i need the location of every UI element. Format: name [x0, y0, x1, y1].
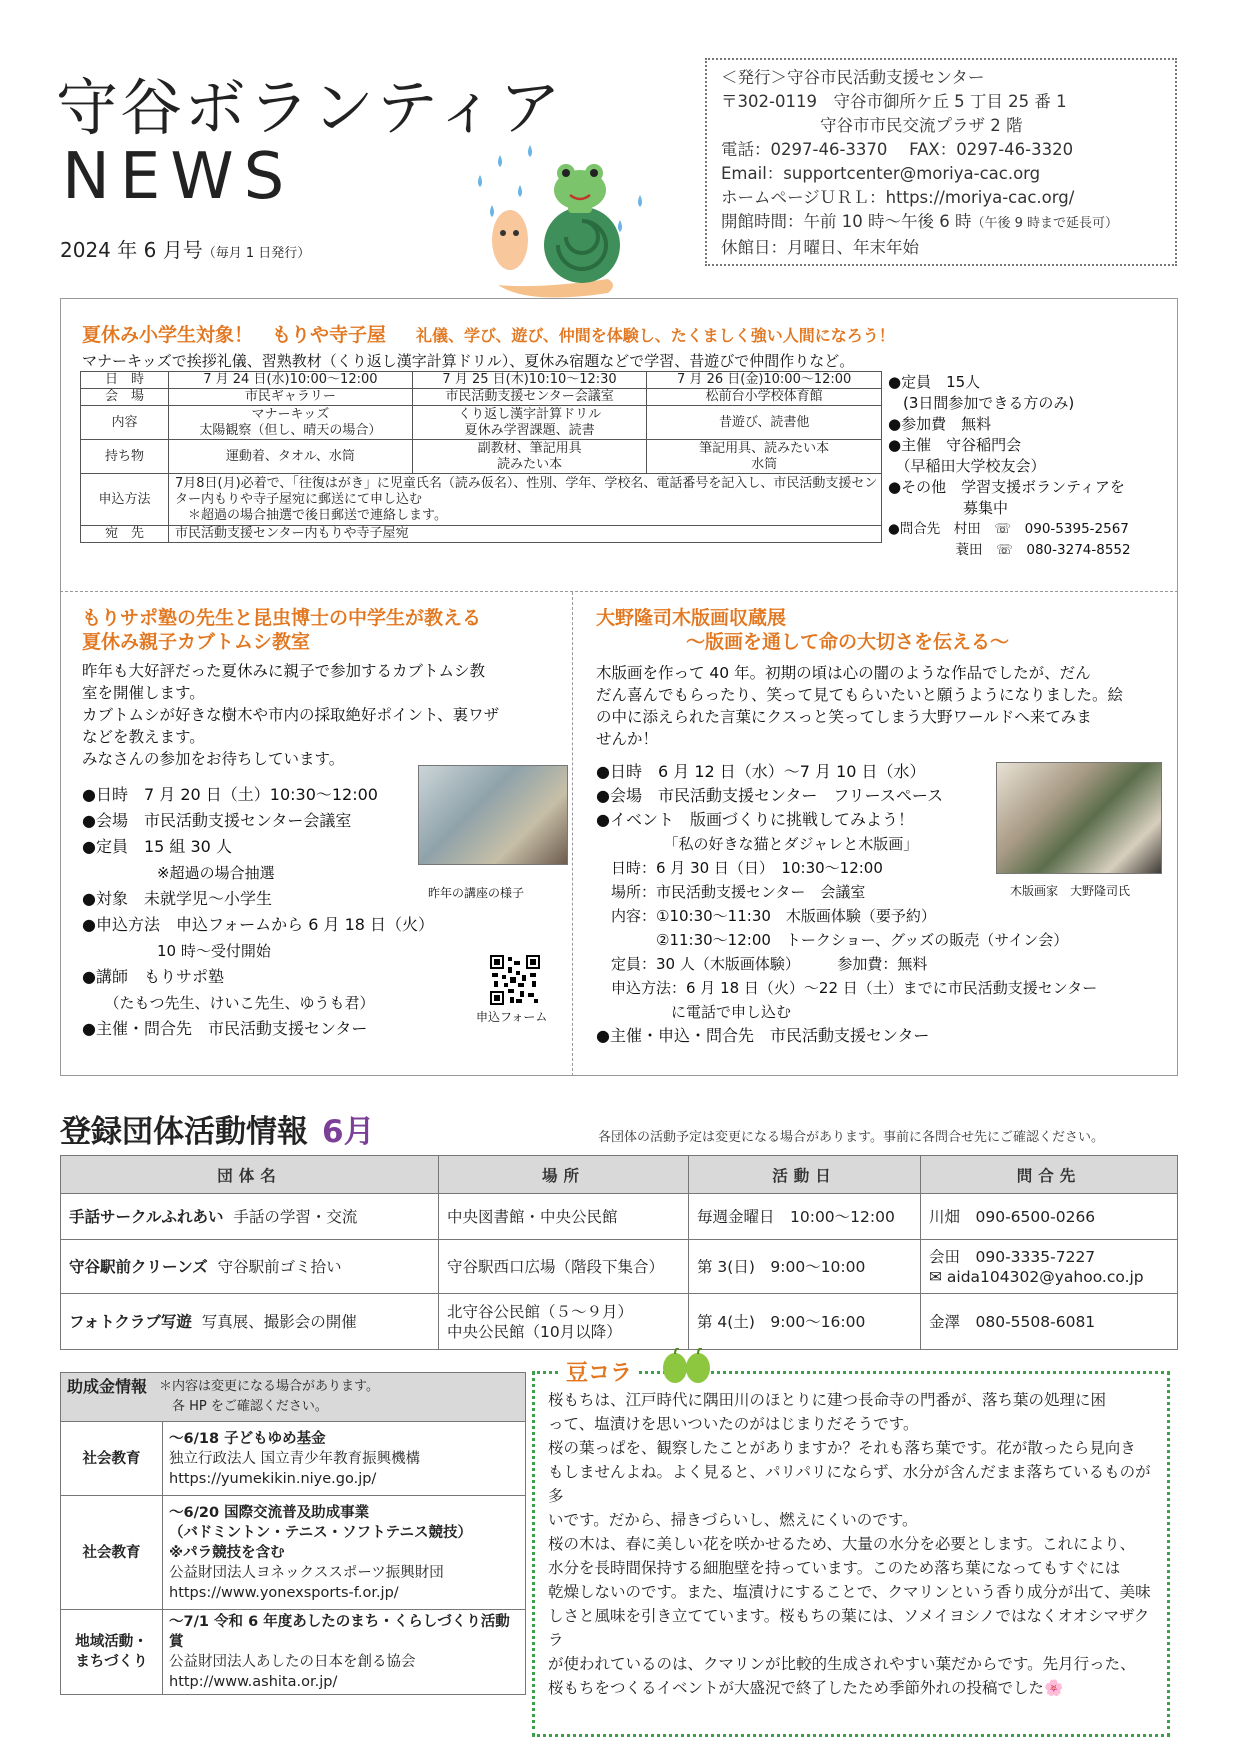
newsletter-title-news: NEWS — [62, 140, 295, 214]
body-line: 乾燥しないのです。また、塩漬けにすることで、クマリンという香り成分が出て、美味 — [548, 1583, 1151, 1601]
table-cell: 運動着、タオル、水筒 — [169, 440, 413, 474]
lecture-photo-caption: 昨年の講座の様子 — [428, 886, 525, 900]
body-line: もしませんよね。よく見ると、パリパリにならず、水分が含んだまま落ちているものが多 — [548, 1463, 1151, 1505]
detail-line: (3日間参加できる方のみ) — [888, 394, 1075, 412]
apply-text: 7月8日(月)必着で、「往復はがき」に児童氏名（読み仮名）、性別、学年、学校名、電話番号を記入し、市民活動支援センター内もりや寺子屋宛に郵送にて申し込む ＊超過の場合抽選で後日郵送で連絡します。 — [169, 474, 882, 526]
artist-photo — [996, 762, 1162, 874]
mame-title: 豆コラ — [560, 1356, 638, 1387]
mame-body — [548, 1388, 1160, 1700]
body-line: の中に添えられた言葉にクスっと笑ってしまう大野ワールドへ来てみま — [596, 708, 1092, 726]
grant-org: 独立行政法人 国立青少年教育振興機構 — [169, 1450, 421, 1467]
publisher-line: 守谷市市民交流プラザ 2 階 — [721, 116, 1023, 135]
hanga-title-line2: ～版画を通して命の大切さを伝える～ — [686, 631, 1010, 653]
table-row — [81, 526, 882, 543]
groups-month: 6月 — [322, 1114, 375, 1150]
row-label: 宛 先 — [81, 526, 169, 543]
detail-line: 定員：30 人（木版画体験） 参加費：無料 — [596, 955, 928, 973]
detail-line: （たもつ先生、けいこ先生、ゆうも君） — [82, 994, 375, 1012]
group-name: フォトクラブ写遊 — [69, 1312, 192, 1331]
grant-cell — [163, 1422, 526, 1496]
table-row — [81, 474, 882, 526]
detail-line: ●会場 市民活動支援センター フリースペース — [596, 786, 944, 805]
table-row — [61, 1240, 1178, 1294]
table-cell: 金澤 080-5508-6081 — [921, 1294, 1178, 1350]
detail-line: ●日時 7 月 20 日（土）10:30～12:00 — [82, 785, 378, 804]
detail-line: 日時：6 月 30 日（日） 10:30～12:00 — [596, 859, 883, 877]
hanga-title-line1: 大野隆司木版画収蔵展 — [596, 607, 787, 629]
detail-line: ※超過の場合抽選 — [82, 864, 275, 882]
publisher-line: 電話：0297-46-3370 FAX：0297-46-3320 — [721, 140, 1074, 159]
body-line: って、塩漬けを思いついたのがはじまりだそうです。 — [548, 1415, 919, 1433]
detail-line: 申込方法：6 月 18 日（火）～22 日（土）までに市民活動支援センター — [596, 979, 1098, 997]
detail-line: 場所：市民活動支援センター 会議室 — [596, 883, 866, 901]
group-name-cell — [61, 1194, 439, 1240]
column-header: 問合先 — [921, 1156, 1178, 1194]
column-header: 団体名 — [61, 1156, 439, 1194]
grant-cell — [163, 1496, 526, 1610]
detail-line: 蓑田 ☏ 080-3274-8552 — [888, 542, 1131, 558]
body-line: だん喜んでもらったり、笑って見てもらいたいと願うようになりました。絵 — [596, 686, 1124, 704]
grant-cell — [163, 1610, 526, 1695]
qr-caption: 申込フォーム — [476, 1010, 548, 1024]
group-desc: 写真展、撮影会の開催 — [201, 1312, 357, 1331]
detail-line: ●会場 市民活動支援センター会議室 — [82, 811, 352, 830]
hours-note: （午後 9 時まで延長可） — [971, 216, 1119, 231]
body-line: 昨年も大好評だった夏休みに親子で参加するカブトムシ教 — [82, 662, 486, 680]
publisher-line: ＜発行＞守谷市民活動支援センター — [721, 68, 985, 87]
grants-title: 助成金情報 — [67, 1377, 148, 1396]
dest-text: 市民活動支援センター内もりや寺子屋宛 — [169, 526, 882, 543]
body-line: 水分を長時間保持する細胞壁を持っています。このため落ち葉になってもすぐには — [548, 1559, 1121, 1577]
group-name-cell — [61, 1294, 439, 1350]
detail-line: 募集中 — [888, 499, 1009, 517]
table-row — [61, 1194, 1178, 1240]
table-cell: 松前台小学校体育館 — [647, 389, 882, 406]
terakoya-title: 夏休み小学生対象！ もりや寺子屋 — [82, 324, 387, 346]
issue-label: 2024 年 6 月号 — [60, 238, 203, 262]
terakoya-intro: マナーキッズで挨拶礼儀、習熟教材（くり返し漢字計算ドリル）、夏休み宿題などで学習、昔遊びで仲間作りなど。 — [82, 352, 855, 370]
detail-line: ●定員 15人 — [888, 373, 981, 391]
detail-line: ●問合先 村田 ☏ 090-5395-2567 — [888, 521, 1129, 537]
kabuto-title — [82, 606, 481, 654]
publisher-line — [721, 210, 1161, 236]
column-header: 場所 — [439, 1156, 689, 1194]
group-name: 守谷駅前クリーンズ — [69, 1257, 208, 1276]
detail-line: ●その他 学習支援ボランティアを — [888, 478, 1125, 496]
detail-line: 10 時～受付開始 — [82, 942, 271, 960]
body-line: 桜もちをつくるイベントが大盛況で終了したため季節外れの投稿でした🌸 — [548, 1679, 1064, 1697]
group-name: 手話サークルふれあい — [69, 1207, 224, 1226]
table-cell: 毎週金曜日 10:00～12:00 — [689, 1194, 921, 1240]
table-row — [81, 406, 882, 440]
table-cell: 北守谷公民館（５～９月） 中央公民館（10月以降） — [439, 1294, 689, 1350]
body-line: カブトムシが好きな樹木や市内の採取絶好ポイント、裏ワザ — [82, 706, 500, 724]
grant-name: ～7/1 令和 6 年度あしたのまち・くらしづくり活動賞 — [169, 1614, 510, 1650]
detail-line: 「私の好きな猫とダジャレと木版画」 — [596, 835, 919, 853]
row-label: 内容 — [81, 406, 169, 440]
body-line: せんか！ — [596, 730, 659, 748]
detail-line: ●イベント 版画づくりに挑戦してみよう！ — [596, 810, 914, 829]
table-cell: 市民ギャラリー — [169, 389, 413, 406]
publisher-line: 休館日：月曜日、年末年始 — [721, 238, 919, 257]
table-row — [61, 1610, 526, 1695]
grant-name-sub: （バドミントン・テニス・ソフトテニス競技） — [169, 1524, 473, 1541]
terakoya-table — [80, 371, 882, 543]
table-cell: 第 3(日) 9:00～10:00 — [689, 1240, 921, 1294]
detail-line: 内容：①10:30～11:30 木版画体験（要予約） — [596, 907, 936, 925]
grant-category: 地域活動・ まちづくり — [61, 1610, 163, 1695]
body-line: 桜もちは、江戸時代に隅田川のほとりに建つ長命寺の門番が、落ち葉の処理に困 — [548, 1391, 1107, 1409]
table-cell: くり返し漢字計算ドリル 夏休み学習課題、読書 — [412, 406, 647, 440]
issue-note: （毎月 1 日発行） — [202, 246, 311, 261]
groups-table — [60, 1155, 1178, 1350]
publisher-box — [705, 58, 1177, 266]
table-cell: 会田 090-3335-7227 ✉ aida104302@yahoo.co.jp — [921, 1240, 1178, 1294]
table-cell: 昔遊び、読書他 — [647, 406, 882, 440]
grant-category: 社会教育 — [61, 1496, 163, 1610]
body-line: 室を開催します。 — [82, 684, 205, 702]
table-cell: 中央図書館・中央公民館 — [439, 1194, 689, 1240]
groups-title-text: 登録団体活動情報 — [60, 1114, 308, 1150]
terakoya-subtitle: 礼儀、学び、遊び、仲間を体験し、たくましく強い人間になろう！ — [416, 326, 895, 345]
row-label: 申込方法 — [81, 474, 169, 526]
grants-header — [61, 1373, 526, 1422]
detail-line: ②11:30～12:00 トークショー、グッズの販売（サイン会） — [596, 931, 1069, 949]
table-header-row — [61, 1156, 1178, 1194]
hanga-title — [596, 606, 1009, 654]
detail-line: ●主催・申込・問合先 市民活動支援センター — [596, 1026, 930, 1045]
detail-line: ●申込方法 申込フォームから 6 月 18 日（火） — [82, 915, 435, 934]
qr-code-icon[interactable] — [490, 955, 540, 1005]
publisher-line: Email：supportcenter@moriya-cac.org — [721, 164, 1041, 183]
table-cell: 守谷駅西口広場（階段下集合） — [439, 1240, 689, 1294]
kabuto-title-line1: もりサポ塾の先生と昆虫博士の中学生が教える — [82, 607, 482, 629]
table-row — [61, 1294, 1178, 1350]
publisher-line: 〒302-0119 守谷市御所ケ丘 5 丁目 25 番 1 — [721, 92, 1067, 111]
detail-line: ●主催 守谷稲門会 — [888, 436, 1022, 454]
grants-table — [60, 1372, 526, 1695]
grant-org: 公益財団法人ヨネックススポーツ振興財団 — [169, 1564, 444, 1581]
grant-url[interactable]: https://www.yonexsports-f.or.jp/ — [169, 1584, 399, 1601]
table-row — [81, 372, 882, 389]
table-cell: 筆記用具、読みたい本 水筒 — [647, 440, 882, 474]
column-divider — [572, 592, 573, 1076]
detail-line: （早稲田大学校友会） — [888, 457, 1046, 475]
hanga-body — [596, 662, 1166, 750]
row-label: 日 時 — [81, 372, 169, 389]
body-line: いです。だから、掃きづらいし、燃えにくいのです。 — [548, 1511, 918, 1529]
table-row — [81, 440, 882, 474]
detail-line: ●日時 6 月 12 日（水）～7 月 10 日（水） — [596, 762, 926, 781]
row-label: 会 場 — [81, 389, 169, 406]
grant-org: 公益財団法人あしたの日本を創る協会 — [169, 1654, 416, 1670]
group-desc: 守谷駅前ゴミ拾い — [217, 1257, 342, 1276]
row-label: 持ち物 — [81, 440, 169, 474]
grant-name-note: ※パラ競技を含む — [169, 1544, 285, 1561]
detail-line: ●参加費 無料 — [888, 415, 992, 433]
detail-line: ●主催・問合先 市民活動支援センター — [82, 1019, 368, 1038]
newsletter-title: 守谷ボランティア — [56, 71, 564, 144]
body-line: 木版画を作って 40 年。初期の頃は心の闇のような作品でしたが、だん — [596, 664, 1091, 682]
group-name-cell — [61, 1240, 439, 1294]
table-cell: 7 月 25 日(木)10:10～12:30 — [412, 372, 647, 389]
table-cell: マナーキッズ 太陽観察（但し、晴天の場合） — [169, 406, 413, 440]
publisher-line: ホームページＵＲＬ：https://moriya-cac.org/ — [721, 188, 1075, 207]
artist-photo-caption: 木版画家 大野隆司氏 — [1010, 884, 1131, 898]
body-line: 桜の木は、春に美しい花を咲かせるため、大量の水分を必要とします。これにより、 — [548, 1535, 1136, 1553]
issue-date — [60, 234, 310, 263]
table-cell: 第 4(土) 9:00～16:00 — [689, 1294, 921, 1350]
table-cell: 7 月 26 日(金)10:00～12:00 — [647, 372, 882, 389]
hours: 開館時間：午前 10 時～午後 6 時 — [721, 212, 972, 231]
table-cell: 副教材、筆記用具 読みたい本 — [412, 440, 647, 474]
bean-icon — [660, 1348, 712, 1384]
column-header: 活動日 — [689, 1156, 921, 1194]
grant-url[interactable]: http://www.ashita.or.jp/ — [169, 1674, 338, 1690]
frog-snail-illustration — [470, 135, 670, 305]
table-cell: 川畑 090-6500-0266 — [921, 1194, 1178, 1240]
table-cell: 7 月 24 日(水)10:00～12:00 — [169, 372, 413, 389]
groups-title — [60, 1106, 375, 1151]
groups-note: 各団体の活動予定は変更になる場合があります。事前に各問合せ先にご確認ください。 — [598, 1130, 1104, 1145]
kabuto-body — [82, 660, 562, 770]
body-line: が使われているのは、クマリンが比較的生成されやすい葉だからです。先月行った、 — [548, 1655, 1136, 1673]
group-desc: 手話の学習・交流 — [233, 1207, 358, 1226]
detail-line: に電話で申し込む — [596, 1003, 792, 1021]
detail-line: ●対象 未就学児～小学生 — [82, 889, 272, 908]
table-row — [61, 1422, 526, 1496]
body-line: などを教えます。 — [82, 728, 205, 746]
grant-category: 社会教育 — [61, 1422, 163, 1496]
detail-line: ●講師 もりサポ塾 — [82, 967, 224, 986]
terakoya-heading — [82, 320, 895, 347]
grants-note: ＊内容は変更になる場合があります。 各 HP をご確認ください。 — [159, 1379, 379, 1414]
kabuto-title-line2: 夏休み親子カブトムシ教室 — [82, 631, 311, 653]
terakoya-details — [888, 372, 1178, 561]
grants-header-cell — [61, 1373, 526, 1422]
grant-name: ～6/20 国際交流普及助成事業 — [169, 1504, 370, 1521]
table-cell: 市民活動支援センター会議室 — [412, 389, 647, 406]
detail-line: ●定員 15 組 30 人 — [82, 837, 232, 856]
table-row — [81, 389, 882, 406]
table-row — [61, 1496, 526, 1610]
body-line: みなさんの参加をお待ちしています。 — [82, 750, 345, 768]
lecture-photo — [418, 765, 568, 865]
grant-name: ～6/18 子どもゆめ基金 — [169, 1430, 326, 1447]
grant-url[interactable]: https://yumekikin.niye.go.jp/ — [169, 1470, 377, 1487]
body-line: しさと風味を引き立てています。桜もちの葉には、ソメイヨシノではなくオオシマザクラ — [548, 1607, 1150, 1649]
body-line: 桜の葉っぱを、観察したことがありますか？それも落ち葉です。花が散ったら見向き — [548, 1439, 1136, 1457]
